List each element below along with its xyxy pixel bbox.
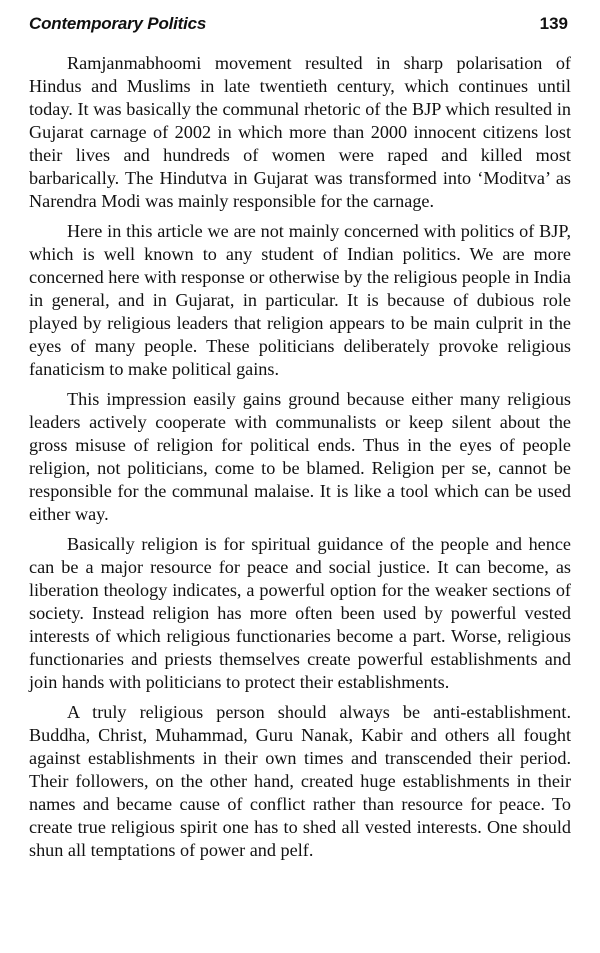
paragraph-5: A truly religious person should always be anti-establishment. Buddha, Christ, Muhammad, Guru Nanak, Kabir and others all fought against establishments in their own times and transcended their period. Their followers, on the other hand, created huge establishments in their names and became cause of conflict rather than resource for peace. To create true religious spirit one has to shed all vested interests. One should shun all temptations of power and pelf. [29,702,571,860]
paragraph-3: This impression easily gains ground because either many religious leaders actively cooperate with communalists or keep silent about the gross misuse of religion for political ends. Thus in the eyes of people religion, not politicians, come to be blamed. Religion per se, cannot be responsible for the communal malaise. It is like a tool which can be used either way. [29,389,571,524]
paragraph-2: Here in this article we are not mainly concerned with politics of BJP, which is well known to any student of Indian politics. We are more concerned here with response or otherwise by the religious people in India in general, and in Gujarat, in particular. It is because of dubious role played by religious leaders that religion appears to be main culprit in the eyes of many people. These politicians deliberately provoke religious fanaticism to make political gains. [29,221,571,379]
paragraph-1: Ramjanmabhoomi movement resulted in sharp polarisation of Hindus and Muslims in late twentieth century, which continues until today. It was basically the communal rhetoric of the BJP which resulted in Gujarat carnage of 2002 in which more than 2000 innocent citizens lost their lives and hundreds of women were raped and killed most barbarically. The Hindutva in Gujarat was transformed into ‘Moditva’ as Narendra Modi was mainly responsible for the carnage. [29,53,571,211]
body-text [29,52,571,862]
running-header [29,0,571,40]
section-title: Contemporary Politics [29,14,207,33]
page-number: 139 [539,14,568,33]
paragraph-4: Basically religion is for spiritual guidance of the people and hence can be a major resource for peace and social justice. It can become, as liberation theology indicates, a powerful option for the weaker sections of society. Instead religion has more often been used by powerful vested interests of which religious functionaries become a part. Worse, religious functionaries and priests themselves create powerful establishments and join hands with politicians to protect their establishments. [29,534,571,692]
